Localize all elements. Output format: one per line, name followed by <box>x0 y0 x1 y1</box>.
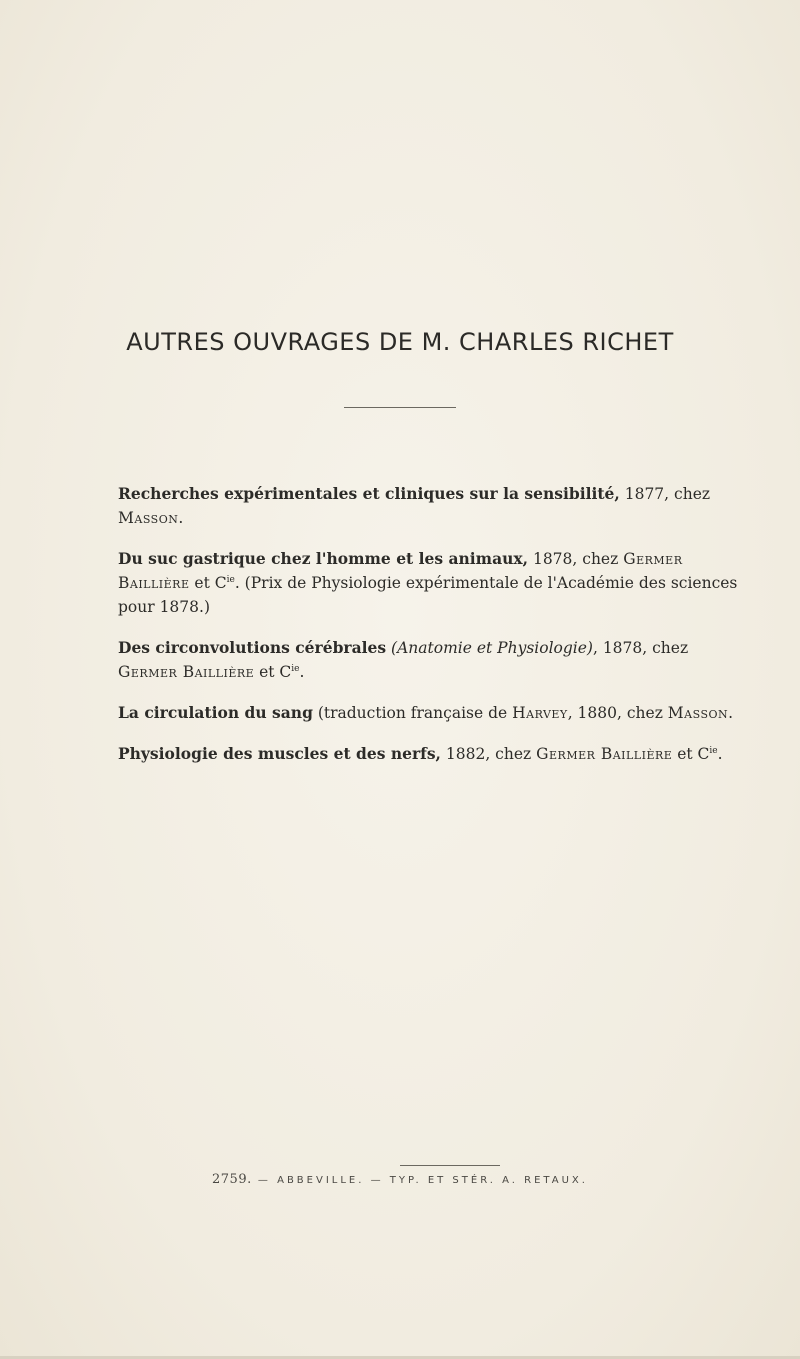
entry-details-mid: et C <box>189 574 227 592</box>
bibliography-entry <box>118 636 738 684</box>
bibliography-entry <box>118 742 738 766</box>
bibliography-entry <box>118 547 738 619</box>
entry-details: (traduction française de <box>312 704 513 722</box>
imprint-number: 2759. <box>212 1172 252 1187</box>
entry-details-mid: et C <box>672 745 710 763</box>
entry-publisher: Germer Baillière <box>118 663 255 681</box>
entry-tail: . <box>717 745 723 763</box>
entry-publisher: Germer Baillière <box>118 550 683 592</box>
entry-author: Harvey <box>512 704 568 722</box>
entry-superscript: ie <box>709 746 718 756</box>
entry-publisher: Masson <box>118 509 179 527</box>
entry-details-mid: et C <box>254 663 292 681</box>
bibliography-entry <box>118 701 738 725</box>
entry-subtitle: (Anatomie et Physiologie) <box>391 639 593 657</box>
entry-title: Du suc gastrique chez l'homme et les animaux, <box>118 549 529 568</box>
entry-title: Des circonvolutions cérébrales <box>118 638 387 657</box>
entry-superscript: ie <box>226 575 235 585</box>
entry-title: Recherches expérimentales et cliniques sur la sensibilité, <box>118 484 620 503</box>
entry-superscript: ie <box>291 664 300 674</box>
imprint-text: — ABBEVILLE. — TYP. ET STÉR. A. RETAUX. <box>257 1175 588 1186</box>
entry-publisher: Masson <box>667 704 729 722</box>
entry-title: La circulation du sang <box>118 703 313 722</box>
printer-imprint <box>0 1172 800 1187</box>
bibliography-entry <box>118 482 738 530</box>
entry-details: , 1878, chez <box>592 639 689 657</box>
entry-details: 1878, chez <box>528 550 624 568</box>
entry-title: Physiologie des muscles et des nerfs, <box>118 744 441 763</box>
entry-details: 1882, chez <box>440 745 537 763</box>
imprint-divider <box>400 1165 500 1166</box>
bibliography-list <box>118 482 738 783</box>
entry-tail: . <box>178 509 184 527</box>
entry-tail: . (Prix de Physiologie expérimentale de l'Académie des sciences pour 1878.) <box>118 574 738 616</box>
entry-tail: . <box>299 663 305 681</box>
entry-details: 1877, chez <box>619 485 711 503</box>
entry-tail: . <box>728 704 734 722</box>
entry-details-mid: , 1880, chez <box>567 704 668 722</box>
page-heading: AUTRES OUVRAGES DE M. CHARLES RICHET <box>126 328 674 356</box>
heading-divider <box>344 407 456 408</box>
entry-publisher: Germer Baillière <box>536 745 673 763</box>
